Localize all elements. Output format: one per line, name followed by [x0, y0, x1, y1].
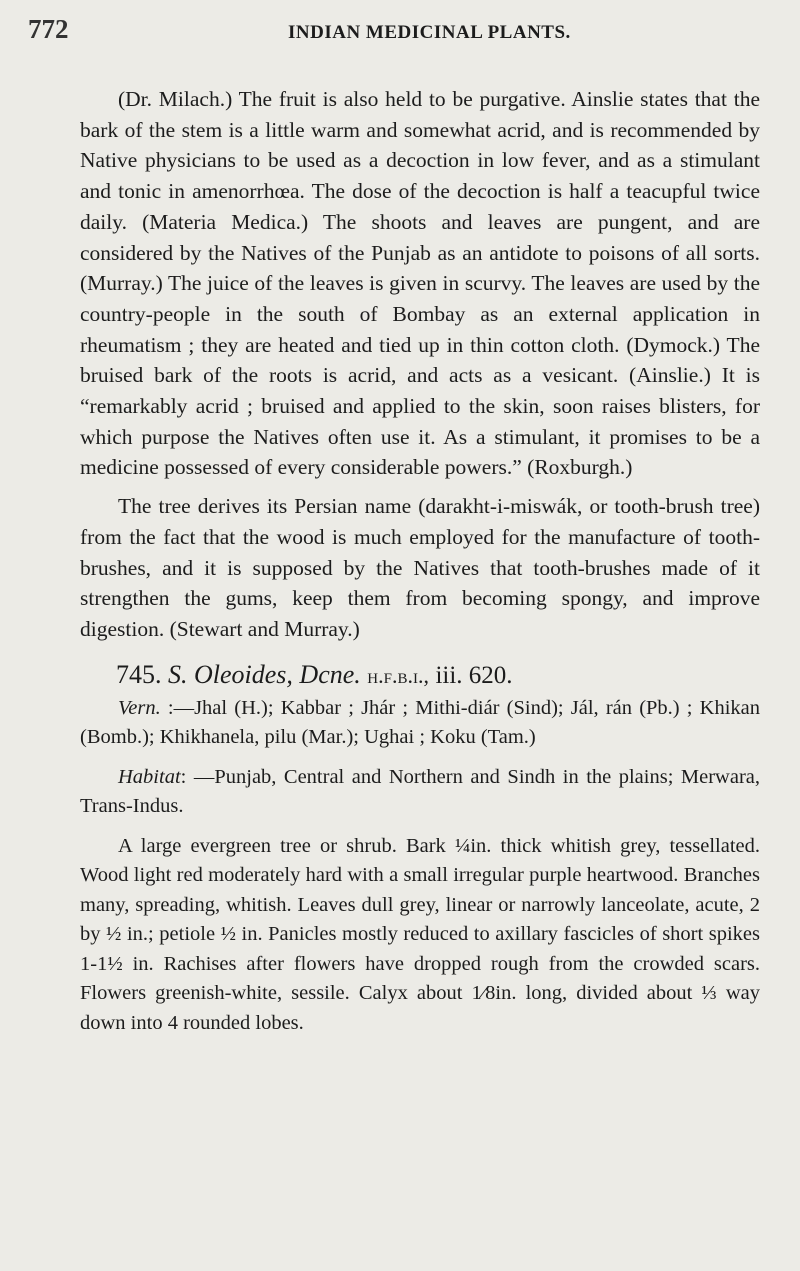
- vern-label: Vern.: [118, 696, 161, 719]
- vern-text: :—Jhal (H.); Kabbar ; Jhár ; Mithi-diár (Sind); Jál, rán (Pb.) ; Khikan (Bomb.); Khikhanela, pilu (Mar.); Ughai ; Koku (Tam.): [80, 696, 761, 749]
- vernacular-names: [80, 694, 760, 753]
- paragraph-tooth-brush: The tree derives its Persian name (darakht-i-miswák, or tooth-brush tree) from the fact that the wood is much employed for the manufacture of tooth-brushes, and it is supposed by the Natives that tooth-brushes made of it strengthen the gums, keep them from becoming spongy, and improve digestion. (Stewart and Murray.): [80, 494, 760, 641]
- entry-heading: [80, 657, 760, 694]
- entry-species-name: S. Oleoides, Dcne.: [168, 659, 361, 689]
- habitat-label: Habitat: [118, 765, 181, 788]
- page-header: [28, 14, 760, 54]
- page-number: 772: [28, 14, 69, 44]
- running-title: INDIAN MEDICINAL PLANTS.: [288, 22, 571, 43]
- botanical-description: A large evergreen tree or shrub. Bark ¼in. thick whitish grey, tessellated. Wood light red moderately hard with a small irregular purple heartwood. Branches many, spreading, whitish. Leaves dull grey, linear or narrowly lanceolate, acute, 2 by ½ in.; petiole ½ in. Panicles mostly reduced to axillary fascicles of short spikes 1-1½ in. Rachises after flowers have dropped rough from the crowded scars. Flowers greenish-white, sessile. Calyx about 1⁄8in. long, divided about ⅓ way down into 4 rounded lobes.: [80, 834, 760, 1034]
- entry-number: 745.: [116, 659, 162, 689]
- habitat: [80, 763, 760, 822]
- entry-reference: h.f.b.i.,: [367, 662, 429, 688]
- habitat-text: : —Punjab, Central and Northern and Sindh in the plains; Merwara, Trans-Indus.: [80, 765, 760, 818]
- entry-volume: iii. 620.: [435, 661, 513, 689]
- paragraph-continuation: (Dr. Milach.) The fruit is also held to be purgative. Ainslie states that the bark of the stem is a little warm and somewhat acrid, and is recommended by Native physicians to be used as a decoction in low fever, and as a stimulant and tonic in amenorrhœa. The dose of the decoction is half a teacupful twice daily. (Materia Medica.) The shoots and leaves are pungent, and are considered by the Natives of the Punjab as an antidote to poisons of all sorts. (Murray.) The juice of the leaves is given in scurvy. The leaves are used by the country-people in the south of Bombay as an external application in rheumatism ; they are heated and tied up in thin cotton cloth. (Dymock.) The bruised bark of the roots is acrid, and acts as a vesicant. (Ainslie.) It is “remarkably acrid ; bruised and applied to the skin, soon raises blisters, for which purpose the Natives often use it. As a stimulant, it promises to be a medicine possessed of every considerable powers.” (Roxburgh.): [80, 87, 760, 480]
- page-body: [80, 84, 760, 1038]
